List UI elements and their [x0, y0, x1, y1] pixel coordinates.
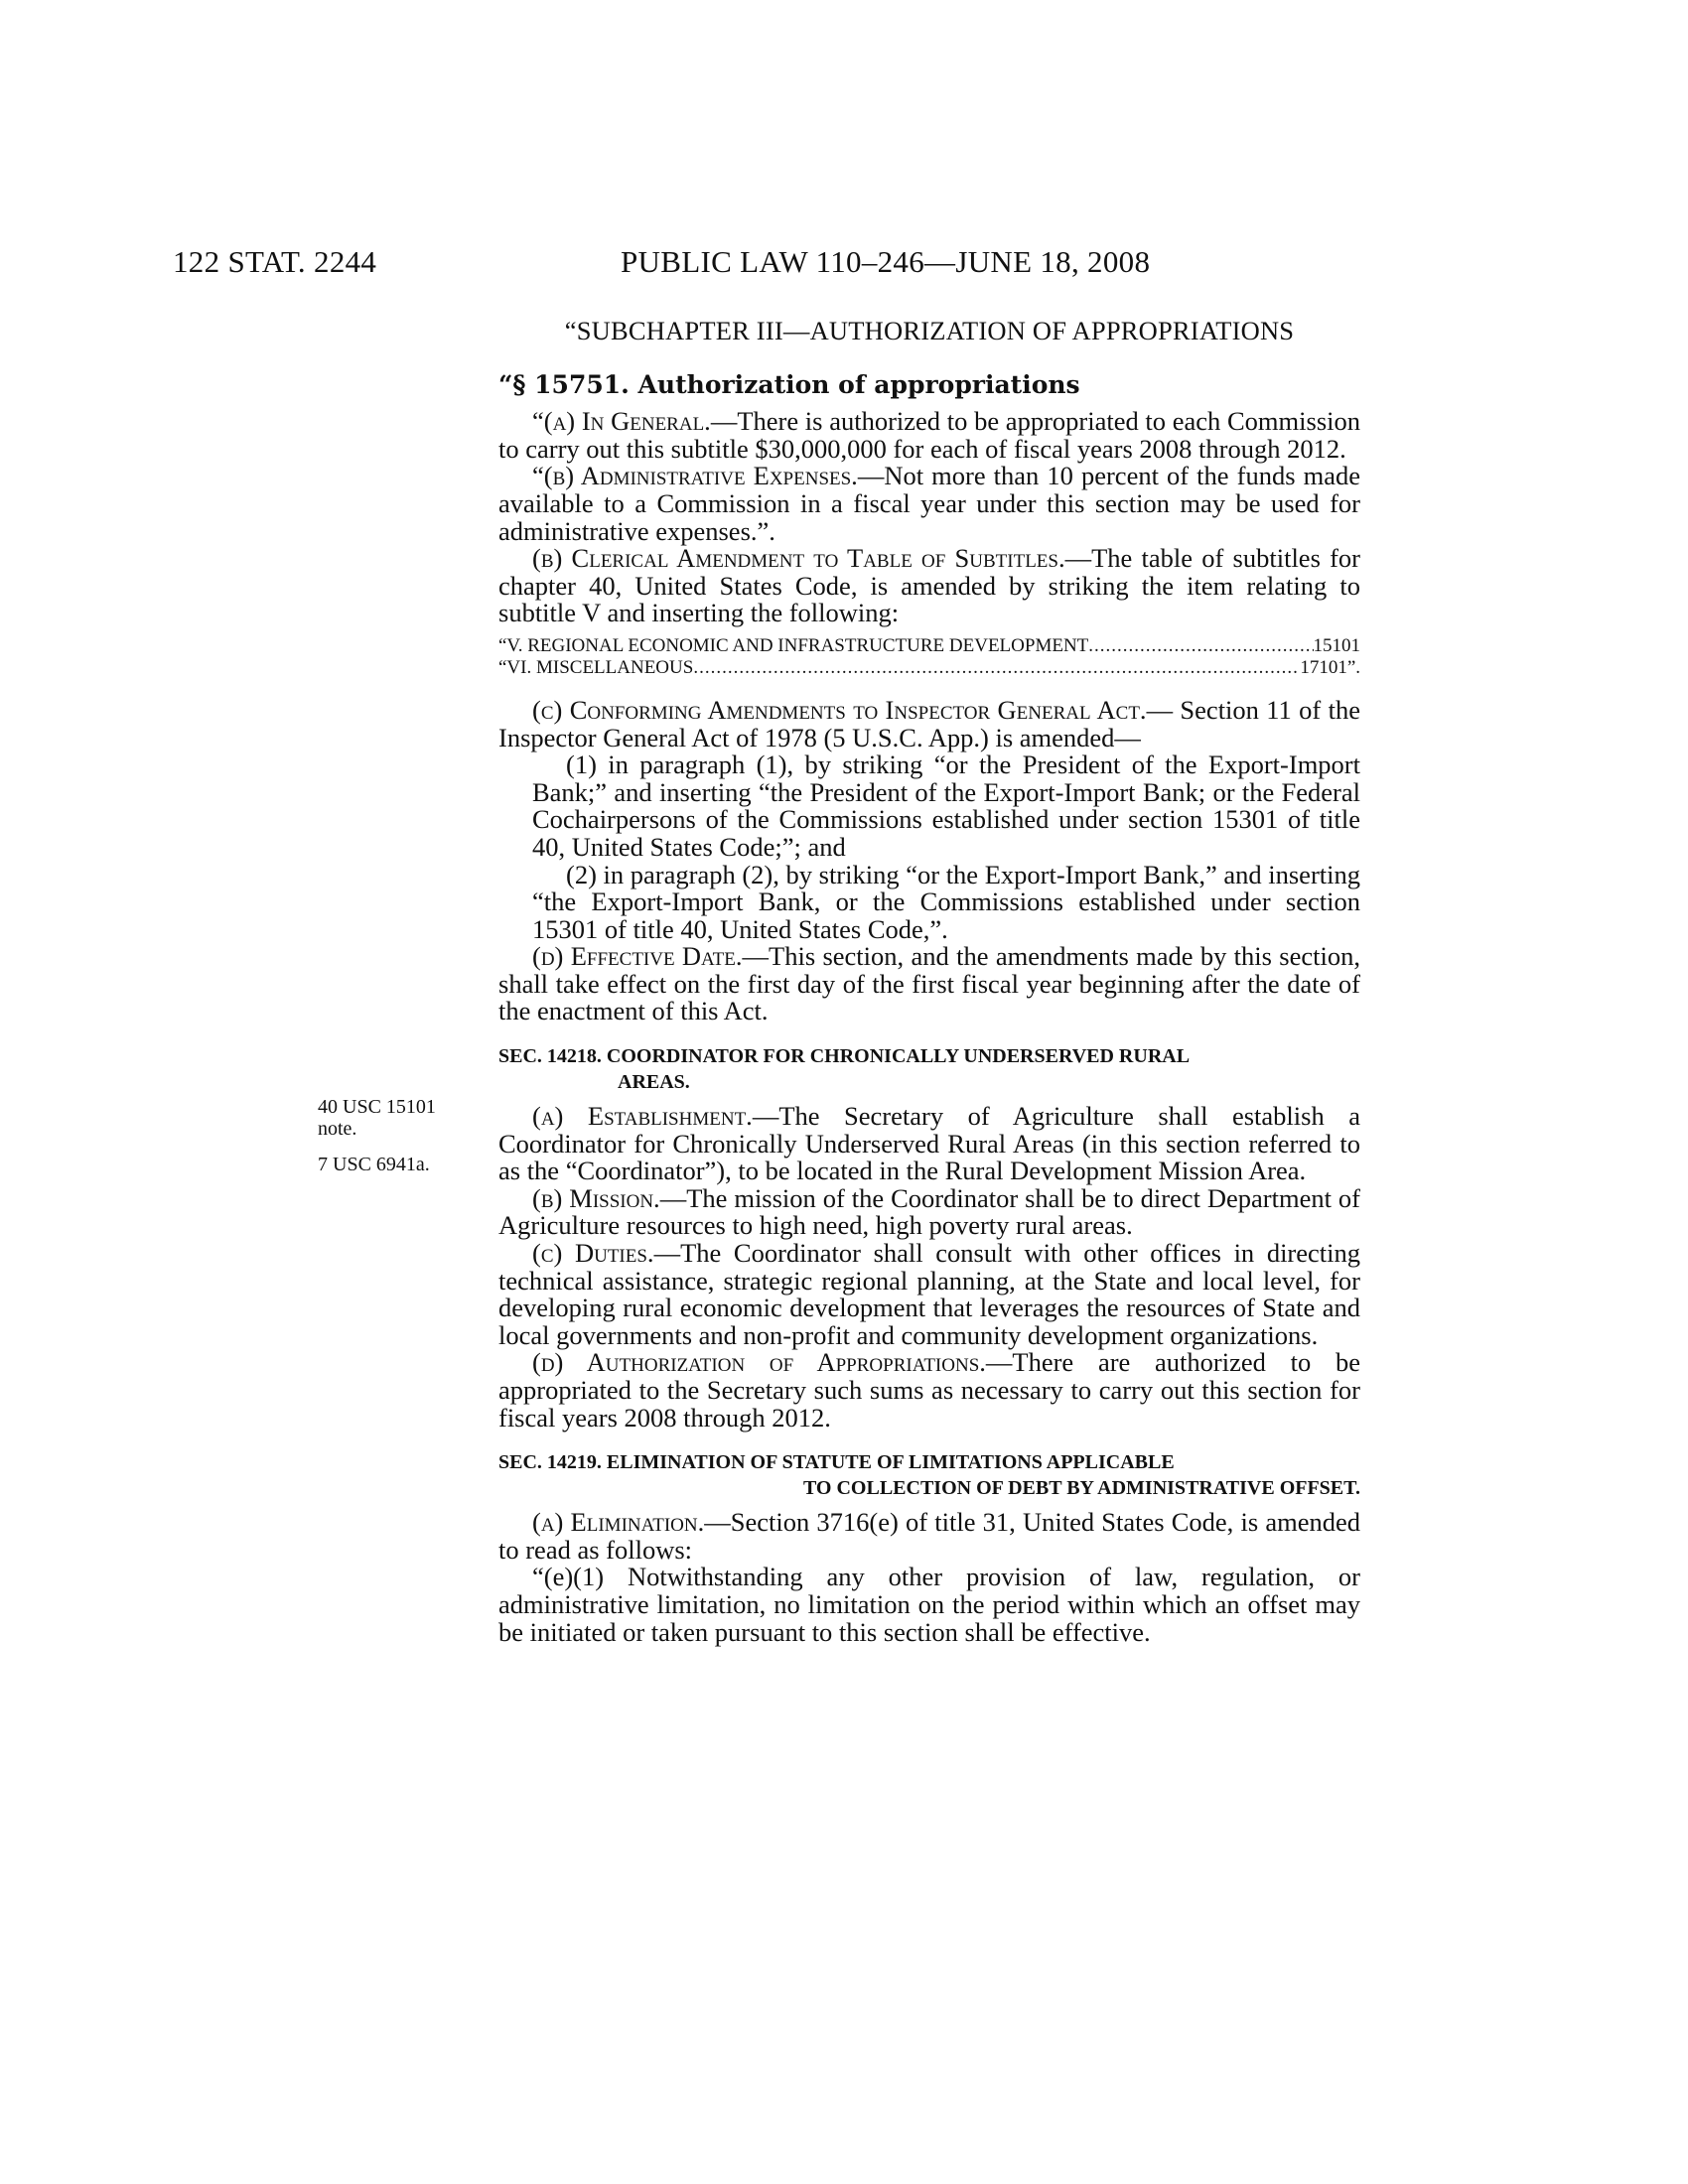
paragraph-15751-b [498, 463, 1360, 545]
section-title-14219-line2: TO COLLECTION OF DEBT BY ADMINISTRATIVE OFFSET. [802, 1477, 1360, 1500]
label-conforming-amendments: (c) Conforming Amendments to Inspector General Act. [532, 694, 1147, 725]
paragraph-duties [498, 1240, 1360, 1349]
paragraph-conforming-1: (1) in paragraph (1), by striking “or the President of the Export-Import Bank;” and inserting “the President of the Export-Import Bank; or the Federal Cochairpersons of the Commissions established under section 15301 of title 40, United States Code;”; and [532, 750, 1360, 862]
toc-label: “V. REGIONAL ECONOMIC AND INFRASTRUCTURE DEVELOPMENT [498, 634, 1089, 656]
section-title-14219-line1: SEC. 14219. ELIMINATION OF STATUTE OF LIMITATIONS APPLICABLE [498, 1451, 1175, 1474]
section-heading-15751: “§ 15751. Authorization of appropriations [498, 369, 1080, 399]
paragraph-effective-date [498, 943, 1360, 1025]
label-authorization: (d) Authorization of Appropriations. [532, 1347, 986, 1378]
label-in-general: “(a) In General. [532, 406, 711, 437]
label-elimination: (a) Elimination. [532, 1507, 705, 1538]
text-establishment: —The Secretary of Agriculture shall establish a Coordinator for Chronically Underserved Rural Areas (in this section referred to as the “Coordinator”), to be located in the Rural Development Mission Area. [498, 1101, 1361, 1186]
paragraph-conforming-2: (2) in paragraph (2), by striking “or the Export-Import Bank,” and inserting “the Export-Import Bank, or the Commissions established under section 15301 of title 40, United States Code,”. [532, 859, 1360, 944]
label-clerical-amendment: (b) Clerical Amendment to Table of Subtitles. [532, 543, 1065, 574]
paragraph-authorization [498, 1349, 1360, 1432]
toc-number: 17101”. [1300, 656, 1360, 678]
toc-number: 15101 [1313, 634, 1360, 656]
section-title-14218-line2: AREAS. [618, 1071, 690, 1094]
text-clerical-amendment: —The table of subtitles for chapter 40, United States Code, is amended by striking the item relating to subtitle V and inserting the following: [498, 543, 1360, 628]
toc-row [498, 635, 1360, 657]
paragraph-conforming-amendments [498, 694, 1361, 752]
subchapter-title: “SUBCHAPTER III—AUTHORIZATION OF APPROPRIATIONS [564, 316, 1295, 345]
text-authorization: —There are authorized to be appropriated to the Secretary such sums as necessary to carry out this section for fiscal years 2008 through 2012. [498, 1347, 1360, 1433]
table-of-subtitles [498, 635, 1360, 679]
paragraph-15751-a [498, 408, 1360, 463]
paragraph-establishment [498, 1103, 1360, 1185]
page-header-law: PUBLIC LAW 110–246—JUNE 18, 2008 [621, 244, 1151, 279]
text-in-general: —There is authorized to be appropriated to each Commission to carry out this subtitle $30,000,000 for each of fiscal years 2008 through 2012. [498, 406, 1361, 464]
section-title-14218-line1: SEC. 14218. COORDINATOR FOR CHRONICALLY UNDERSERVED RURAL [498, 1045, 1191, 1068]
toc-label: “VI. MISCELLANEOUS [498, 656, 694, 678]
text-conforming-amendments: — Section 11 of the Inspector General Act of 1978 (5 U.S.C. App.) is amended— [498, 694, 1361, 752]
text-elimination: —Section 3716(e) of title 31, United States Code, is amended to read as follows: [498, 1507, 1360, 1565]
text-administrative-expenses: —Not more than 10 percent of the funds made available to a Commission in a fiscal year under this section may be used for administrative expenses.”. [498, 461, 1360, 546]
paragraph-e1: “(e)(1) Notwithstanding any other provision of law, regulation, or administrative limitation, no limitation on the period within which an offset may be initiated or taken pursuant to this section shall be effective. [498, 1562, 1360, 1647]
margin-note-usc-15101: 40 USC 15101 note. [318, 1096, 436, 1140]
paragraph-elimination [498, 1509, 1360, 1564]
toc-leader [1088, 635, 1313, 657]
page-header-stat: 122 STAT. 2244 [173, 244, 377, 279]
text-duties: —The Coordinator shall consult with other offices in directing technical assistance, strategic regional planning, at the State and local level, for developing rural economic development that leverages the resources of State and local governments and non-profit and community development organizations. [498, 1238, 1361, 1350]
document-body [498, 318, 1360, 1646]
paragraph-mission [498, 1182, 1360, 1241]
toc-leader [693, 657, 1300, 679]
section-title-14219 [498, 1449, 1360, 1501]
section-title-14218 [498, 1043, 1360, 1095]
paragraph-clerical-amendment [498, 545, 1360, 627]
toc-row [498, 657, 1360, 679]
label-mission: (b) Mission. [532, 1182, 660, 1213]
margin-note-usc-6941a: 7 USC 6941a. [318, 1154, 430, 1175]
label-effective-date: (d) Effective Date. [532, 941, 743, 972]
label-establishment: (a) Establishment. [532, 1101, 753, 1132]
text-mission: —The mission of the Coordinator shall be to direct Department of Agriculture resources to high need, high poverty rural areas. [498, 1182, 1360, 1241]
label-administrative-expenses: “(b) Administrative Expenses. [532, 461, 858, 491]
label-duties: (c) Duties. [532, 1238, 654, 1269]
text-effective-date: —This section, and the amendments made by this section, shall take effect on the first day of the first fiscal year beginning after the date of the enactment of this Act. [498, 941, 1360, 1026]
